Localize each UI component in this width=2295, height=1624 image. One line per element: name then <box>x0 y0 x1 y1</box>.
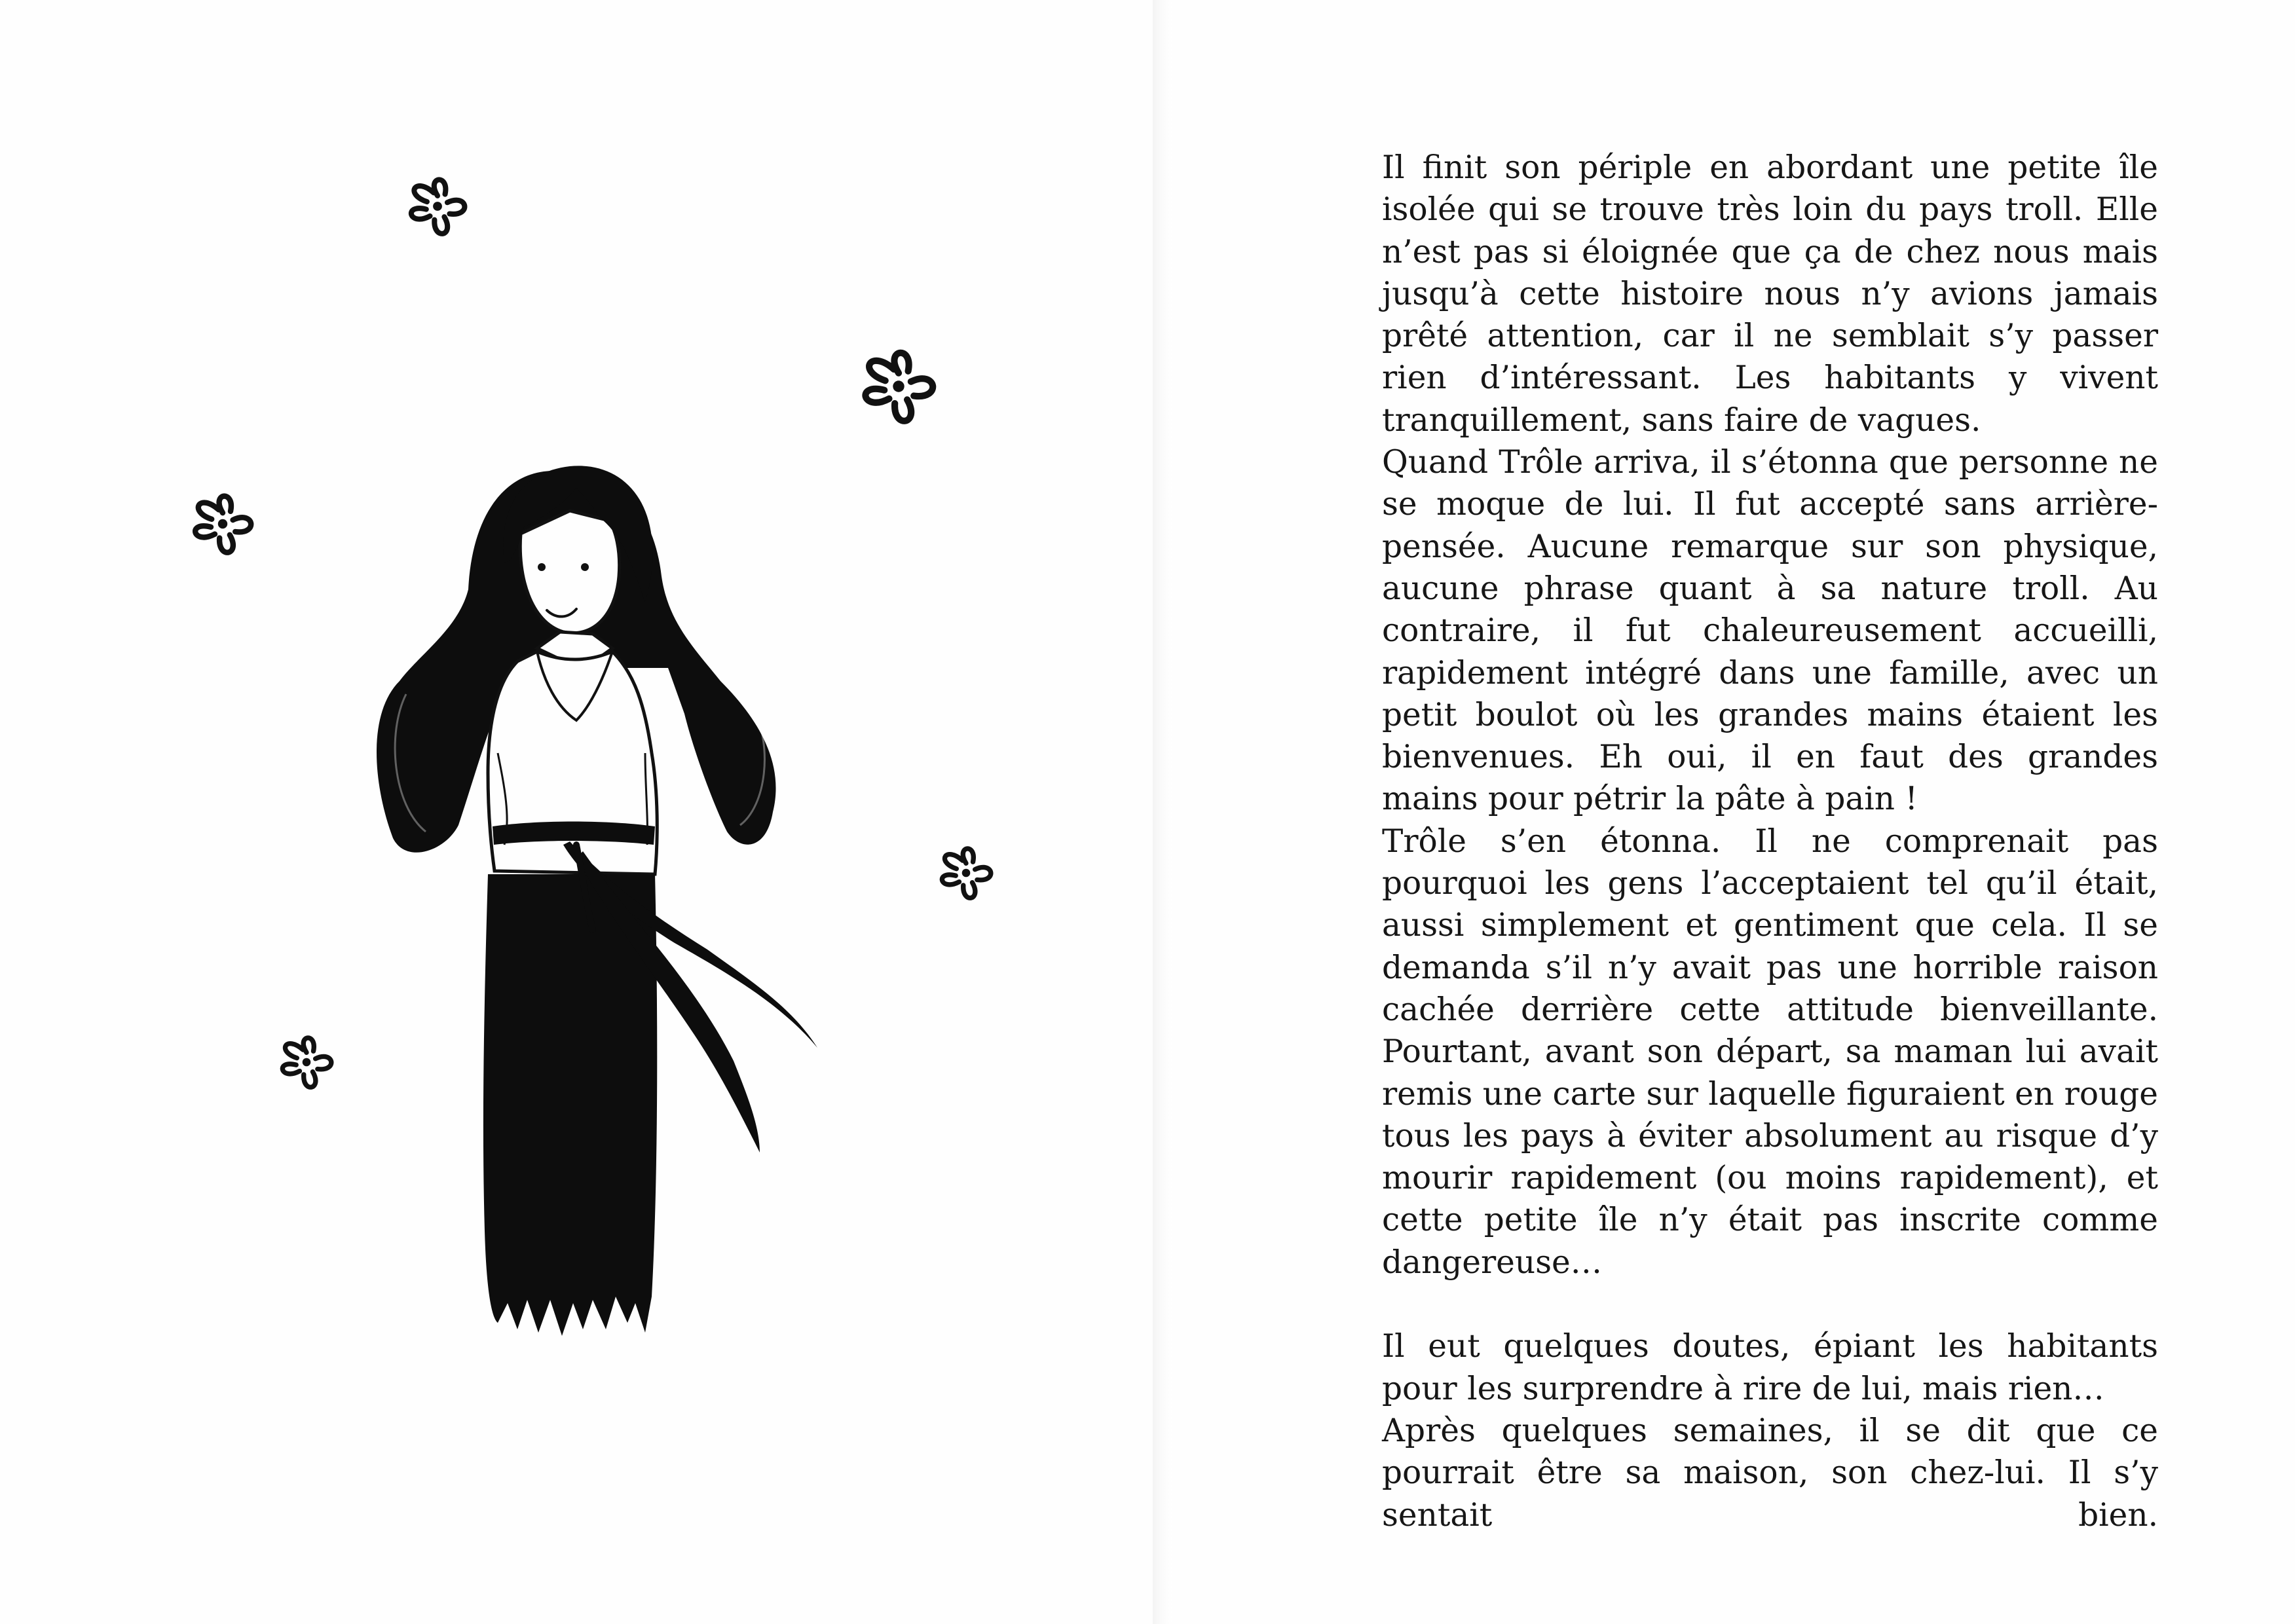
paragraph: Trôle s’en étonna. Il ne comprenait pas pourquoi les gens l’acceptaient tel qu’il était, aussi simplement et gentiment que cela. Il se demanda s’il n’y avait pas une horrible raison cachée derrière cette attitude bienveillante. Pourtant, avant son départ, sa maman lui avait remis une carte sur laquelle figuraient en rouge tous les pays à éviter absolument au risque d’y mourir rapidement (ou moins rapidement), et cette petite île n’y était pas inscrite comme dangereuse… <box>1382 822 2158 1281</box>
page-gutter <box>1153 0 1172 1624</box>
paragraph: Il eut quelques doutes, épiant les habitants pour les surprendre à rire de lui, mais rien… <box>1382 1328 2158 1407</box>
paragraph: Après quelques semaines, il se dit que ce pourrait être sa maison, son chez-lui. Il s’y sentait bien. <box>1382 1412 2158 1534</box>
paragraph: Quand Trôle arriva, il s’étonna que personne ne se moque de lui. Il fut accepté sans arrière-pensée. Aucune remarque sur son physique, aucune phrase quant à sa nature troll. Au contraire, il fut chaleureusement accueilli, rapidement intégré dans une famille, avec un petit boulot où les grandes mains étaient les bienvenues. Eh oui, il en faut des grandes mains pour pétrir la pâte à pain ! <box>1382 444 2158 818</box>
paragraph: Il finit son périple en abordant une petite île isolée qui se trouve très loin du pays troll. Elle n’est pas si éloignée que ça de chez nous mais jusqu’à cette histoire nous n’y avions jamais prêté attention, car il ne semblait s’y passer rien d’intéressant. Les habitants y vivent tranquillement, sans faire de vagues. <box>1382 149 2158 439</box>
flower-icon <box>282 1038 331 1087</box>
flower-icon <box>865 353 933 421</box>
story-text <box>1382 147 2158 1536</box>
flower-icon <box>411 179 465 233</box>
flower-icon <box>195 496 251 553</box>
flower-icon <box>942 849 990 898</box>
paragraph-spacer <box>1382 1283 2158 1325</box>
